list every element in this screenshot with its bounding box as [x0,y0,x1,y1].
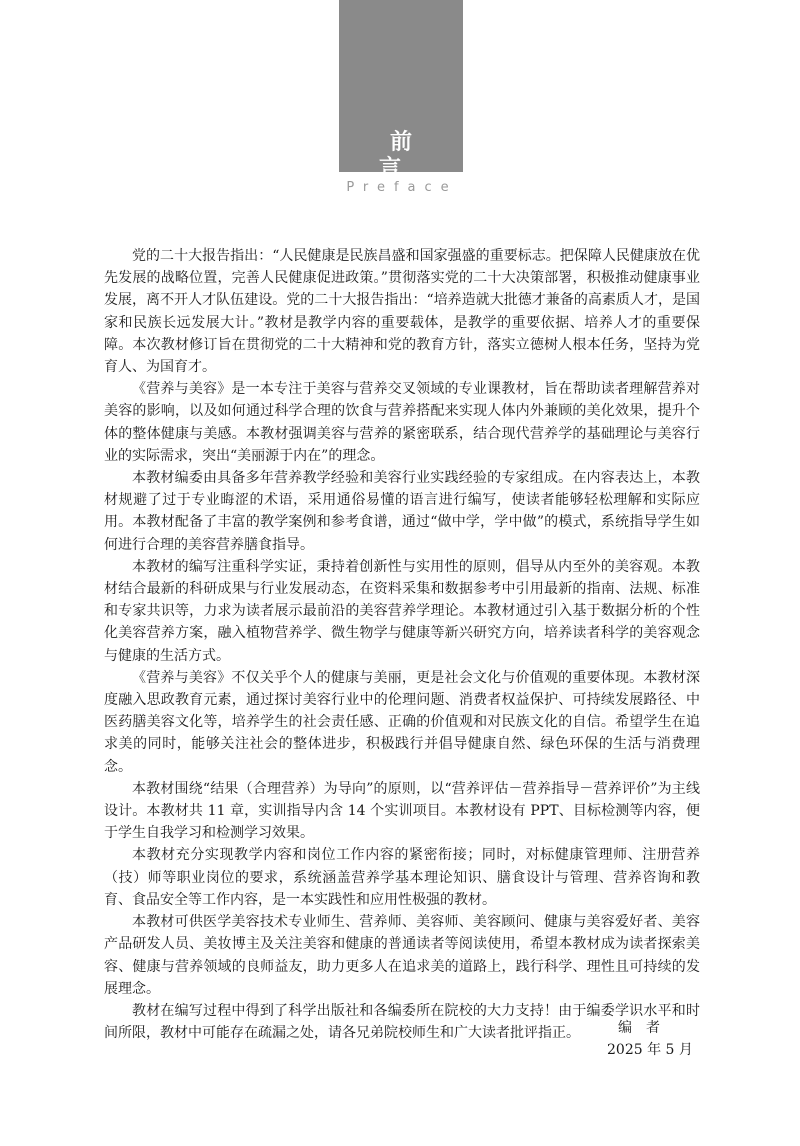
signature-block [560,1017,700,1061]
title-banner [339,0,479,181]
paragraph: 本教材编委由具备多年营养教学经验和美容行业实践经验的专家组成。在内容表达上，本教材规避了过于专业晦涩的术语，采用通俗易懂的语言进行编写，使读者能够轻松理解和实际应用。本教材配备了丰富的教学案例和参考食谱，通过“做中学，学中做”的模式，系统指导学生如何进行合理的美容营养膳食指导。 [104,470,700,553]
signature-date: 2025 年 5 月 [607,1042,693,1058]
preface-body [104,245,700,1044]
paragraph: 本教材可供医学美容技术专业师生、营养师、美容师、美容顾问、健康与美容爱好者、美容产品研发人员、美妆博主及关注美容和健康的普通读者等阅读使用，希望本教材成为读者探索美容、健康与营养领域的良师益友，助力更多人在追求美的道路上，践行科学、理性且可持续的发展理念。 [104,914,700,997]
paragraph: 《营养与美容》不仅关乎个人的健康与美丽，更是社会文化与价值观的重要体现。本教材深度融入思政教育元素，通过探讨美容行业中的伦理问题、消费者权益保护、可持续发展路径、中医药膳美容文化等，培养学生的社会责任感、正确的价值观和对民族文化的自信。希望学生在追求美的同时，能够关注社会的整体进步，积极践行并倡导健康自然、绿色环保的生活与消费理念。 [104,669,700,775]
paragraph: 党的二十大报告指出：“人民健康是民族昌盛和国家强盛的重要标志。把保障人民健康放在优先发展的战略位置，完善人民健康促进政策。”贯彻落实党的二十大决策部署，积极推动健康事业发展，离不开人才队伍建设。党的二十大报告指出：“培养造就大批德才兼备的高素质人才，是国家和民族长远发展大计。”教材是教学内容的重要载体，是教学的重要依据、培养人才的重要保障。本次教材修订旨在贯彻党的二十大精神和党的教育方针，落实立德树人根本任务，坚持为党育人、为国育才。 [104,248,700,376]
paragraph: 本教材的编写注重科学实证，秉持着创新性与实用性的原则，倡导从内至外的美容观。本教材结合最新的科研成果与行业发展动态，在资料采集和数据参考中引用最新的指南、法规、标准和专家共识等，力求为读者展示最前沿的美容营养学理论。本教材通过引入基于数据分析的个性化美容营养方案，融入植物营养学、微生物学与健康等新兴研究方向，培养读者科学的美容观念与健康的生活方式。 [104,558,700,664]
paragraph: 本教材围绕“结果（合理营养）为导向”的原则，以“营养评估－营养指导－营养评价”为主线设计。本教材共 11 章，实训指导内含 14 个实训项目。本教材设有 PPT、目标检测等内容，便于学生自我学习和检测学习效果。 [104,780,700,842]
paragraph: 《营养与美容》是一本专注于美容与营养交叉领域的专业课教材，旨在帮助读者理解营养对美容的影响，以及如何通过科学合理的饮食与营养搭配来实现人体内外兼顾的美化效果，提升个体的整体健康与美感。本教材强调美容与营养的紧密联系，结合现代营养学的基础理论与美容行业的实际需求，突出“美丽源于内在”的理念。 [104,381,700,464]
page-subtitle: Preface [346,180,458,195]
author-signature: 编者 [618,1020,674,1036]
paragraph: 本教材充分实现教学内容和岗位工作内容的紧密衔接；同时，对标健康管理师、注册营养（技）师等职业岗位的要求，系统涵盖营养学基本理论知识、膳食设计与管理、营养咨询和教育、食品安全等工作内容，是一本实践性和应用性极强的教材。 [104,847,700,908]
page-title: 前 言 [378,130,479,181]
paragraph: 教材在编写过程中得到了科学出版社和各编委所在院校的大力支持！由于编委学识水平和时间所限，教材中可能存在疏漏之处，请各兄弟院校师生和广大读者批评指正。 [104,1002,700,1042]
